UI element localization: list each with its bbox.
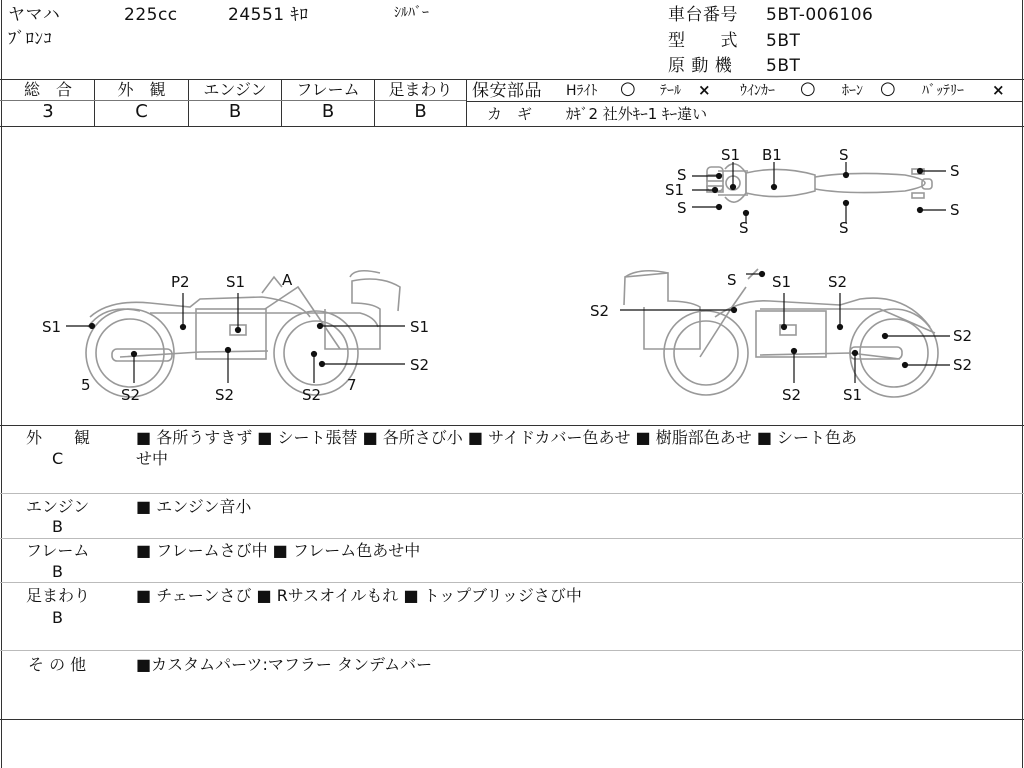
- lbl-top-s1-a: S1: [721, 146, 741, 164]
- key-label: カ ギ: [487, 105, 533, 123]
- lbl-left-5: 5: [81, 376, 91, 394]
- lbl-top-s-g: S: [950, 201, 960, 219]
- displacement: 225cc: [124, 5, 178, 25]
- lbl-left-s2-a: S2: [121, 386, 141, 404]
- lbl-right-s2-bottom: S2: [782, 386, 802, 404]
- note-other-label: そ の 他: [28, 655, 87, 674]
- frame-right: [1022, 0, 1023, 768]
- frame-grade: B: [321, 101, 335, 122]
- diagram-text: [42, 146, 972, 404]
- key-value: ｶｷﾞ2 社外ｷｰ1 ｷｰ違い: [566, 105, 708, 123]
- winker-mark: ○: [800, 78, 816, 99]
- headlight-label: Hﾗｲﾄ: [566, 83, 598, 99]
- lbl-right-s2-b: S2: [953, 356, 973, 374]
- frame-no: 5BT-006106: [766, 5, 874, 25]
- lbl-right-s2-left: S2: [590, 302, 610, 320]
- note-other-text: ■カスタムパーツ:マフラー タンデムバー: [136, 655, 433, 674]
- lbl-left-s1-top: S1: [226, 273, 246, 291]
- lbl-right-s1-bottom: S1: [843, 386, 863, 404]
- tail-mark: ×: [698, 81, 711, 99]
- lbl-right-s2-top: S2: [828, 273, 848, 291]
- overall-label: 総 合: [23, 80, 72, 99]
- suspension-grade: B: [414, 101, 427, 122]
- lbl-top-s-e: S: [839, 219, 849, 237]
- engine-grade-label: エンジン: [203, 80, 267, 99]
- exterior-grade: C: [135, 101, 148, 122]
- lbl-left-s2-c: S2: [302, 386, 322, 404]
- note-engine-grade: B: [52, 517, 63, 536]
- note-suspension-text: ■ チェーンさび ■ Rサスオイルもれ ■ トップブリッジさび中: [136, 586, 582, 605]
- note-exterior-label: 外 観: [26, 428, 91, 447]
- horn-mark: ○: [880, 78, 896, 99]
- note-suspension-label: 足まわり: [26, 586, 91, 605]
- lbl-left-s2-b: S2: [215, 386, 235, 404]
- lbl-right-s2-a: S2: [953, 327, 973, 345]
- lbl-right-s: S: [727, 271, 737, 289]
- lbl-left-s2-front: S2: [410, 356, 430, 374]
- mileage: 24551 ｷﾛ: [228, 5, 309, 25]
- bottom-divider: [0, 719, 1024, 720]
- note-exterior-grade: C: [52, 449, 64, 468]
- maker: ヤマハ: [8, 5, 61, 25]
- engine-label: 原 動 機: [668, 56, 733, 76]
- lbl-top-s-a: S: [839, 146, 849, 164]
- note-engine-label: エンジン: [26, 497, 90, 516]
- safety-label: 保安部品: [472, 81, 542, 101]
- diagram-divider: [0, 425, 1024, 426]
- note-exterior-text-cont: せ中: [136, 449, 169, 468]
- lbl-right-s1-top: S1: [772, 273, 792, 291]
- lbl-top-s1-b: S1: [665, 181, 685, 199]
- lbl-top-s-d: S: [739, 219, 749, 237]
- engine-value: 5BT: [766, 56, 801, 76]
- damage-diagram: [0, 127, 1022, 425]
- type-value: 5BT: [766, 31, 801, 51]
- lbl-top-s-f: S: [950, 162, 960, 180]
- lbl-left-p2: P2: [171, 273, 190, 291]
- lbl-left-s1-front: S1: [410, 318, 430, 336]
- overall-grade: 3: [42, 101, 54, 122]
- note-engine-text: ■ エンジン音小: [136, 497, 252, 516]
- note-frame-text: ■ フレームさび中 ■ フレーム色あせ中: [136, 541, 421, 560]
- tail-label: ﾃｰﾙ: [660, 83, 681, 99]
- frame-no-label: 車台番号: [668, 5, 738, 25]
- exterior-label: 外 観: [117, 80, 166, 99]
- type-label: 型 式: [668, 31, 738, 51]
- model-name: ﾌﾞﾛﾝｺ: [8, 29, 53, 49]
- lbl-top-b1: B1: [762, 146, 782, 164]
- horn-label: ﾎｰﾝ: [842, 83, 863, 99]
- winker-label: ｳｲﾝｶｰ: [740, 83, 775, 99]
- headlight-mark: ○: [620, 78, 636, 99]
- suspension-grade-label: 足まわり: [388, 80, 453, 99]
- lbl-left-a: A: [282, 271, 293, 289]
- note-frame-label: フレーム: [26, 541, 90, 560]
- lbl-top-s-c: S: [677, 199, 687, 217]
- body-color: ｼﾙﾊﾞｰ: [394, 5, 429, 21]
- lbl-left-s1-rear: S1: [42, 318, 62, 336]
- frame-grade-label: フレーム: [296, 80, 360, 99]
- battery-mark: ×: [992, 81, 1005, 99]
- engine-grade: B: [228, 101, 242, 122]
- lbl-top-s-b: S: [677, 166, 687, 184]
- note-suspension-grade: B: [52, 608, 63, 627]
- note-frame-grade: B: [52, 562, 63, 581]
- note-exterior-text: ■ 各所うすきず ■ シート張替 ■ 各所さび小 ■ サイドカバー色あせ ■ 樹脂部色あせ ■ シート色あ: [136, 428, 858, 447]
- lbl-left-7: 7: [347, 376, 357, 394]
- battery-label: ﾊﾞｯﾃﾘｰ: [922, 83, 964, 99]
- top-view-bike: [707, 164, 932, 202]
